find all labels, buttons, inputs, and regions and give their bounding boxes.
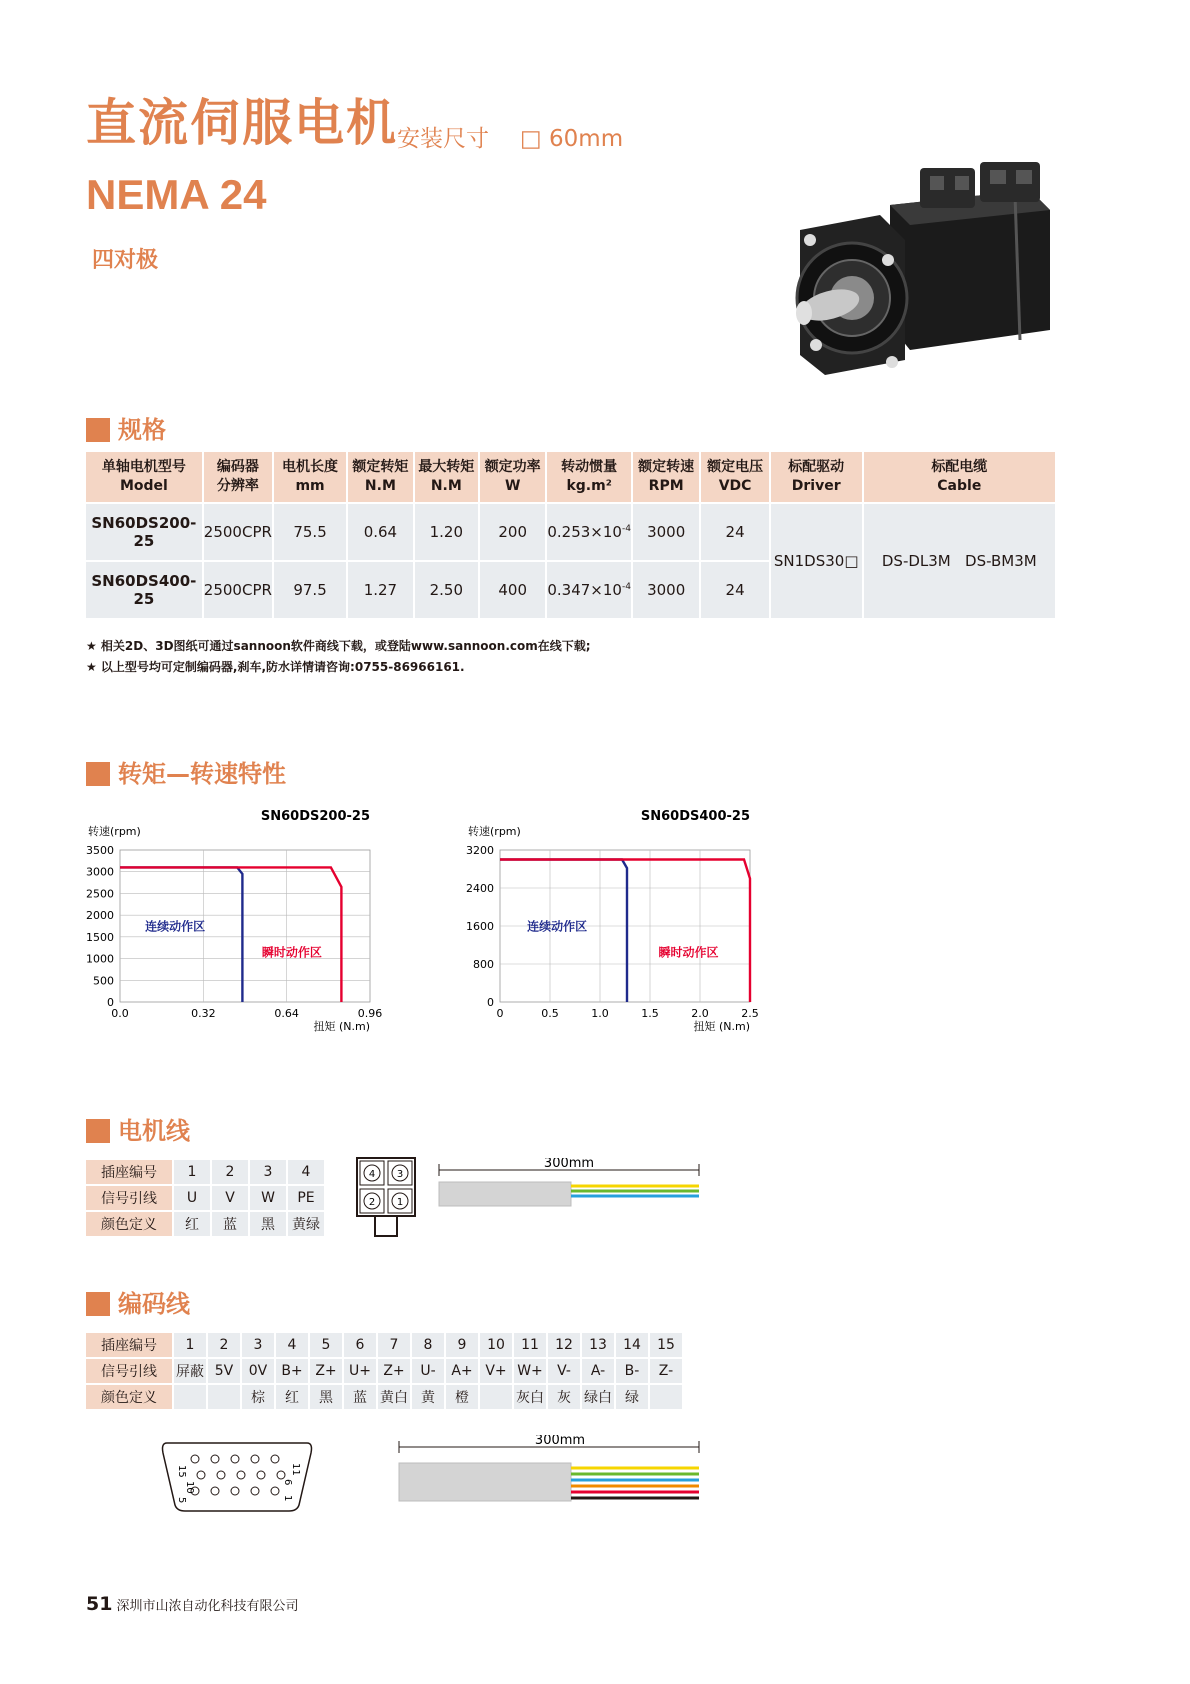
cell-pin: 8 [412,1333,446,1359]
cell-color: 灰 [548,1385,582,1411]
x-axis-label: 扭矩 (N.m) [693,1020,750,1033]
col-power: 额定功率 W [480,452,547,502]
cell-pin: 9 [446,1333,480,1359]
pin-label: 5 [176,1497,187,1504]
y-tick-label: 3200 [466,844,494,857]
table-row [86,1160,326,1186]
cell-signal: U+ [344,1359,378,1385]
continuous-zone-label: 连续动作区 [527,919,588,934]
col-inertia: 转动惯量 kg.m² [547,452,633,502]
table-row [86,1186,326,1212]
x-tick-label: 0.5 [541,1007,559,1020]
cell-pin: 4 [276,1333,310,1359]
db15-pin [211,1455,219,1463]
cell-max-torque: 2.50 [415,560,480,618]
cell-signal: B- [616,1359,650,1385]
cell-signal: PE [288,1186,326,1212]
db15-pin [277,1471,285,1479]
cell-length: 97.5 [274,560,348,618]
page-number: 51 [86,1593,113,1615]
note-line: ★ 相关2D、3D图纸可通过sannoon软件商线下载，或登陆www.sannoon.com在线下载; [86,639,591,653]
cell-color: 绿白 [582,1385,616,1411]
chart-sn60ds400 [460,800,800,1044]
db15-pin [217,1471,225,1479]
x-tick-label: 0 [496,1007,504,1020]
db15-pin [251,1487,259,1495]
row-label: 插座编号 [86,1160,174,1186]
y-tick-label: 800 [473,958,494,971]
pole-pairs: 四对极 [92,248,159,273]
motor-photo [780,150,1070,390]
col-length: 电机长度 mm [274,452,348,502]
mount-size-value: □ 60mm [520,126,624,152]
table-row [86,1359,684,1385]
col-encoder: 编码器 分辨率 [204,452,274,502]
cell-signal: V [212,1186,250,1212]
cell-driver: SN1DS30□ [771,502,864,618]
nema-size: NEMA 24 [86,171,267,218]
cell-color: 黑 [310,1385,344,1411]
y-tick-label: 3000 [86,865,114,879]
y-tick-label: 0 [107,996,114,1009]
mount-size-label: 安装尺寸 [397,126,489,152]
cell-signal: B+ [276,1359,310,1385]
cell-power: 200 [480,502,547,560]
cell-signal: U [174,1186,212,1212]
cell-color: 橙 [446,1385,480,1411]
cell-pin: 6 [344,1333,378,1359]
connector-pin-label: 4 [368,1169,376,1180]
section-title: 规格 [118,416,166,444]
cell-model: SN60DS200-25 [86,502,204,560]
cell-pin: 7 [378,1333,412,1359]
cell-color: 棕 [242,1385,276,1411]
row-label: 颜色定义 [86,1385,174,1411]
cell-signal: Z- [650,1359,684,1385]
db15-pin [251,1455,259,1463]
section-torque-speed [86,760,286,788]
encoder-cable-diagram [398,1435,703,1503]
cell-pin: 11 [514,1333,548,1359]
col-speed: 额定转速 RPM [633,452,701,502]
y-tick-label: 500 [93,974,114,988]
table-row [86,1385,684,1411]
x-tick-label: 1.5 [641,1007,659,1020]
cell-pin: 2 [212,1160,250,1186]
cell-color: 黄绿 [288,1212,326,1238]
continuous-zone-label: 连续动作区 [145,919,206,934]
motor-wire-table [86,1160,326,1238]
col-voltage: 额定电压 VDC [701,452,770,502]
cell-signal: W+ [514,1359,548,1385]
cell-color [208,1385,242,1411]
section-title: 编码线 [118,1290,190,1318]
cell-pin: 10 [480,1333,514,1359]
encoder-connector-diagram [157,1435,317,1515]
cell-inertia: $0.253\times 10^{-4}$ [547,502,633,560]
x-tick-label: 2.0 [691,1007,709,1020]
cell-power: 400 [480,560,547,618]
x-tick-label: 0.0 [111,1007,129,1020]
chart-title: SN60DS400-25 [640,809,750,824]
x-axis-label: 扭矩 (N.m) [313,1020,370,1033]
section-marker [86,1119,110,1143]
x-tick-label: 1.0 [591,1007,609,1020]
db15-pin [271,1455,279,1463]
encoder-wire-table [86,1333,684,1411]
db15-pin [271,1487,279,1495]
motor-connector-diagram [355,1156,417,1238]
section-title: 电机线 [118,1117,190,1145]
cell-pin: 1 [174,1160,212,1186]
peak-zone-label: 瞬时动作区 [658,945,719,960]
db15-pin [231,1455,239,1463]
cell-signal: 0V [242,1359,276,1385]
row-label: 插座编号 [86,1333,174,1359]
y-tick-label: 3500 [86,844,114,857]
y-tick-label: 2500 [86,887,114,901]
torque-speed-chart [80,800,420,1040]
continuous-zone-line [120,867,242,1002]
cell-signal: Z+ [310,1359,344,1385]
section-marker [86,418,110,442]
section-title: 转矩—转速特性 [118,760,286,788]
db15-pin [231,1487,239,1495]
cell-color: 灰白 [514,1385,548,1411]
table-row [86,1333,684,1359]
chart-sn60ds200 [80,800,420,1044]
db15-pin [191,1455,199,1463]
cell-encoder: 2500CPR [204,560,274,618]
db15-pin [211,1487,219,1495]
page-title: 直流伺服电机 [86,94,398,152]
cell-color [174,1385,208,1411]
x-tick-label: 0.96 [357,1007,383,1020]
cell-signal: W [250,1186,288,1212]
table-row [86,502,1057,560]
peak-zone-line [120,867,341,1002]
cell-pin: 15 [650,1333,684,1359]
cell-speed: 3000 [633,560,701,618]
cable-length-label: 300mm [543,1158,595,1171]
cell-signal: A+ [446,1359,480,1385]
db15-pin [237,1471,245,1479]
cell-pin: 12 [548,1333,582,1359]
cell-signal: Z+ [378,1359,412,1385]
row-label: 信号引线 [86,1186,174,1212]
cell-rated-torque: 0.64 [348,502,414,560]
y-tick-label: 1500 [86,930,114,944]
pin-label: 15 [176,1465,187,1478]
connector-pin-label: 1 [396,1197,404,1208]
cell-pin: 3 [242,1333,276,1359]
cell-max-torque: 1.20 [415,502,480,560]
cell-model: SN60DS400-25 [86,560,204,618]
spec-header-row [86,452,1057,502]
cell-color: 蓝 [344,1385,378,1411]
x-tick-label: 0.64 [274,1007,299,1020]
motor-cable-diagram [438,1158,703,1208]
section-marker [86,1292,110,1316]
cell-voltage: 24 [701,502,770,560]
cell-color [480,1385,514,1411]
cell-signal: 5V [208,1359,242,1385]
cell-color: 红 [276,1385,310,1411]
cell-color: 黄 [412,1385,446,1411]
cell-length: 75.5 [274,502,348,560]
y-tick-label: 0 [487,996,494,1009]
col-driver: 标配驱动 Driver [771,452,864,502]
x-tick-label: 2.5 [741,1007,759,1020]
section-encoder-cable [86,1290,190,1318]
spec-table [86,452,1057,618]
cell-inertia: $0.347\times 10^{-4}$ [547,560,633,618]
y-axis-label: 转速(rpm) [468,825,521,838]
cell-signal: A- [582,1359,616,1385]
y-tick-label: 2400 [466,882,494,895]
pin-label: 6 [282,1479,293,1486]
db15-pin [257,1471,265,1479]
cell-color: 绿 [616,1385,650,1411]
col-max-torque: 最大转矩 N.M [415,452,480,502]
cell-pin: 2 [208,1333,242,1359]
torque-speed-chart [460,800,800,1040]
cell-pin: 14 [616,1333,650,1359]
cable-length-label: 300mm [534,1435,586,1448]
pin-label: 1 [282,1495,293,1502]
peak-zone-label: 瞬时动作区 [261,945,322,960]
connector-pin-label: 2 [368,1197,376,1208]
cell-color: 黄白 [378,1385,412,1411]
note-line: ★ 以上型号均可定制编码器,刹车,防水详情请咨询:0755-86966161. [86,660,465,674]
row-label: 信号引线 [86,1359,174,1385]
table-row [86,1212,326,1238]
cell-color: 蓝 [212,1212,250,1238]
chart-title: SN60DS200-25 [260,809,370,824]
cell-cable: DS-DL3M DS-BM3M [864,502,1057,618]
y-tick-label: 2000 [86,909,114,923]
cell-pin: 5 [310,1333,344,1359]
company-name: 深圳市山浓自动化科技有限公司 [116,1599,299,1614]
cell-color: 黑 [250,1212,288,1238]
cell-signal: 屏蔽 [174,1359,208,1385]
cell-pin: 4 [288,1160,326,1186]
cell-signal: V- [548,1359,582,1385]
col-cable: 标配电缆 Cable [864,452,1057,502]
section-motor-cable [86,1117,190,1145]
cell-color: 红 [174,1212,212,1238]
cell-encoder: 2500CPR [204,502,274,560]
section-marker [86,762,110,786]
pin-label: 10 [184,1481,195,1494]
cell-pin: 3 [250,1160,288,1186]
connector-pin-label: 3 [396,1169,404,1180]
cell-color [650,1385,684,1411]
cell-voltage: 24 [701,560,770,618]
section-spec [86,416,166,444]
pin-label: 11 [290,1463,301,1476]
x-tick-label: 0.32 [191,1007,216,1020]
cell-rated-torque: 1.27 [348,560,414,618]
y-tick-label: 1000 [86,952,114,966]
cell-signal: V+ [480,1359,514,1385]
cell-signal: U- [412,1359,446,1385]
col-rated-torque: 额定转矩 N.M [348,452,414,502]
cell-speed: 3000 [633,502,701,560]
col-model: 单轴电机型号 Model [86,452,204,502]
y-tick-label: 1600 [466,920,494,933]
row-label: 颜色定义 [86,1212,174,1238]
cell-pin: 1 [174,1333,208,1359]
db15-pin [197,1471,205,1479]
footer [86,1593,298,1615]
cell-pin: 13 [582,1333,616,1359]
y-axis-label: 转速(rpm) [88,825,141,838]
notes [86,636,591,678]
